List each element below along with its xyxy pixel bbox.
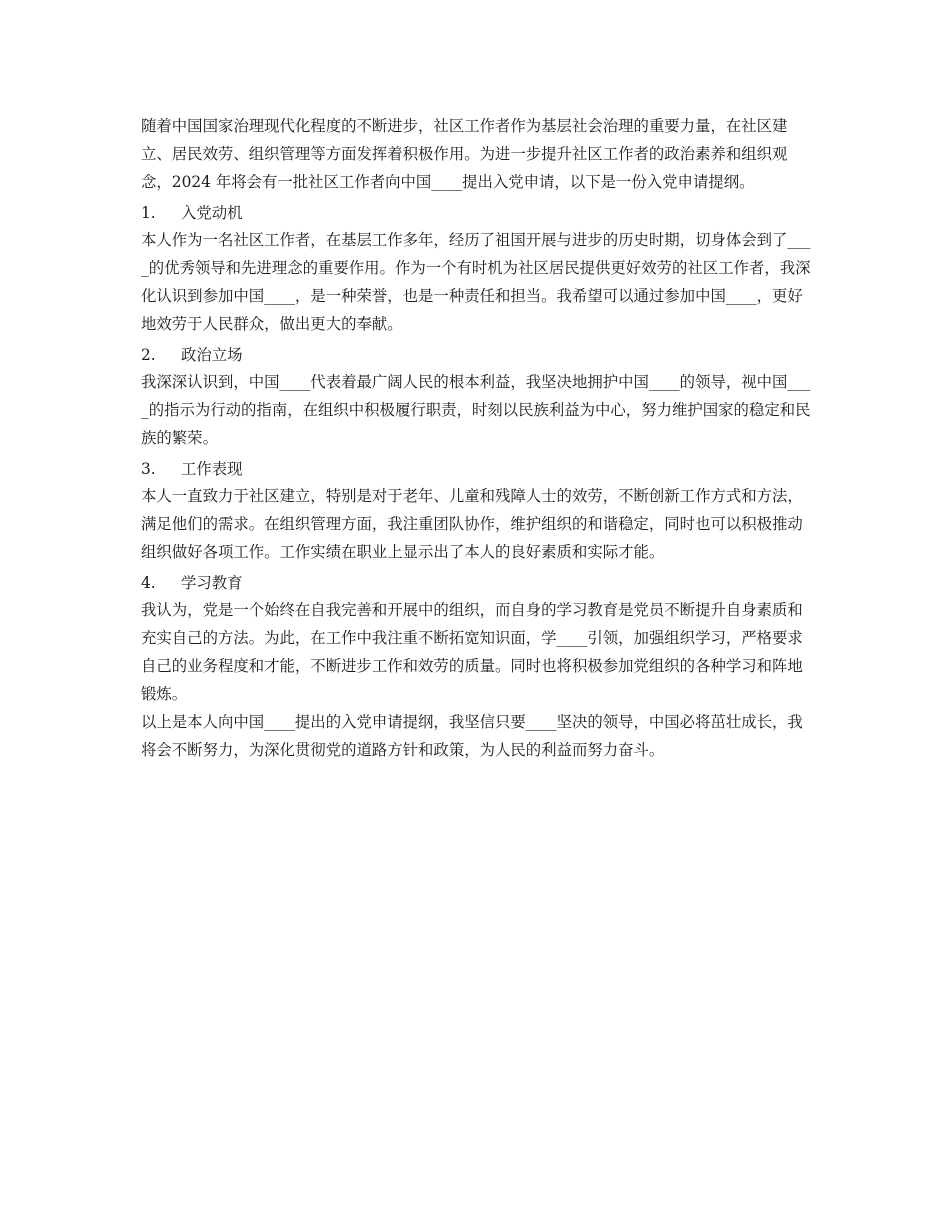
section-number: 1. (141, 204, 156, 222)
section-body-1: 本人作为一名社区工作者，在基层工作多年，经历了祖国开展与进步的历史时期，切身体会到了____的优秀领导和先进理念的重要作用。作为一个有时机为社区居民提供更好效劳的社区工作者，我深化认识到参加中国____，是一种荣誉，也是一种责任和担当。我希望可以通过参加中国____，更好地效劳于人民群众，做出更大的奉献。 (141, 231, 811, 333)
section-heading-2 (141, 342, 813, 368)
section-number: 3. (141, 460, 156, 478)
section-title: 工作表现 (181, 460, 243, 478)
section-heading-3 (141, 456, 813, 482)
section-body-2: 我深深认识到，中国____代表着最广阔人民的根本利益，我坚决地拥护中国____的领导，视中国____的指示为行动的指南，在组织中积极履行职责，时刻以民族利益为中心，努力维护国家的稳定和民族的繁荣。 (141, 373, 811, 447)
section-body-3: 本人一直致力于社区建立，特别是对于老年、儿童和残障人士的效劳，不断创新工作方式和方法，满足他们的需求。在组织管理方面，我注重团队协作，维护组织的和谐稳定，同时也可以积极推动组织做好各项工作。工作实绩在职业上显示出了本人的良好素质和实际才能。 (141, 487, 803, 561)
section-heading-4 (141, 570, 813, 596)
document-body (141, 112, 813, 764)
intro-paragraph: 随着中国国家治理现代化程度的不断进步，社区工作者作为基层社会治理的重要力量，在社区建立、居民效劳、组织管理等方面发挥着积极作用。为进一步提升社区工作者的政治素养和组织观念，2024 年将会有一批社区工作者向中国____提出入党申请，以下是一份入党申请提纲。 (141, 117, 788, 191)
section-heading-1 (141, 200, 813, 226)
section-number: 2. (141, 346, 156, 364)
section-title: 入党动机 (181, 204, 243, 222)
section-title: 学习教育 (181, 574, 243, 592)
section-title: 政治立场 (181, 346, 243, 364)
section-body-4: 我认为，党是一个始终在自我完善和开展中的组织，而自身的学习教育是党员不断提升自身素质和充实自己的方法。为此，在工作中我注重不断拓宽知识面，学____引领，加强组织学习，严格要求自己的业务程度和才能，不断进步工作和效劳的质量。同时也将积极参加党组织的各种学习和阵地锻炼。 (141, 601, 803, 703)
conclusion-paragraph: 以上是本人向中国____提出的入党申请提纲，我坚信只要____坚决的领导，中国必将茁壮成长，我将会不断努力，为深化贯彻党的道路方针和政策，为人民的利益而努力奋斗。 (141, 713, 803, 759)
section-number: 4. (141, 574, 156, 592)
